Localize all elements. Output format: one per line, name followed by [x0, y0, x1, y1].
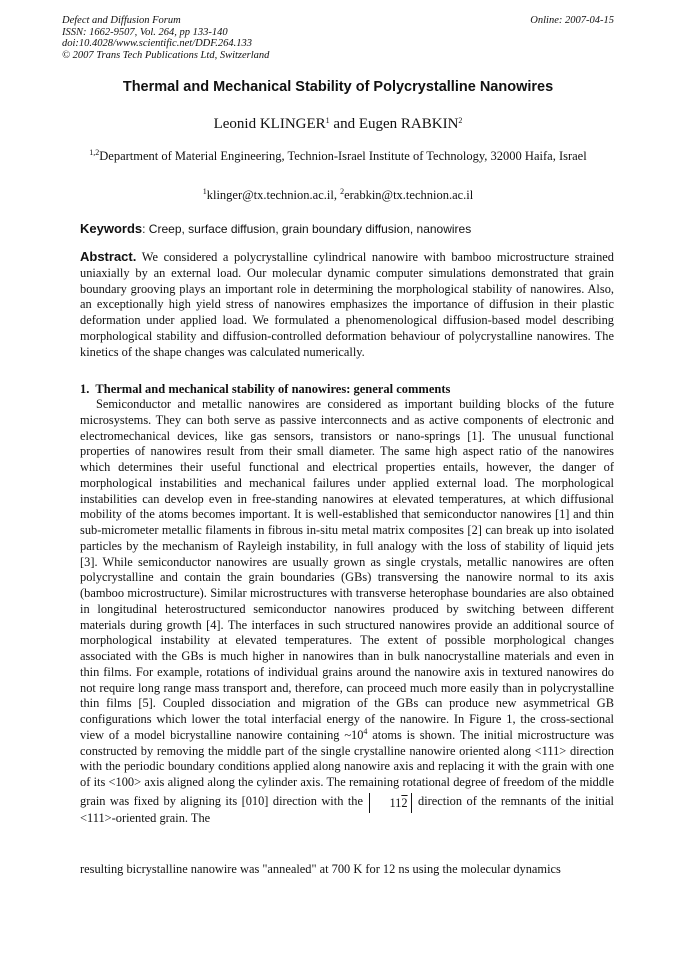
- author-line: [62, 116, 614, 133]
- exponent: 4: [363, 726, 368, 736]
- body-text-part-3: direction of the remnants of the initial <111>-oriented grain. The: [80, 793, 615, 825]
- email-1-sup: 1: [202, 187, 207, 196]
- abstract-text: We considered a polycrystalline cylindrical nanowire with bamboo microstructure strained uniaxially by an external load. Our molecular dynamic computer simulations demonstrated that grain boundary grooving plays an important role in determining the morphological stability of nanowires. Also, an exceptionally high yield stress of nanowires emphasizes the importance of diffusion in their plastic deformation under applied load. We formulated a phenomenological diffusion-based model describing morphological stability and diffusion-controlled deformation behaviour of polycrystalline nanowires. The kinetics of the shape changes was calculated numerically.: [80, 250, 614, 359]
- keywords-label: Keywords: [80, 221, 143, 236]
- doi-line: doi:10.4028/www.scientific.net/DDF.264.133: [62, 38, 253, 50]
- copyright-line: © 2007 Trans Tech Publications Ltd, Switzerland: [62, 49, 270, 61]
- issn-line: ISSN: 1662-9507, Vol. 264, pp 133-140: [62, 26, 228, 38]
- email-1[interactable]: klinger@tx.technion.ac.il: [206, 188, 334, 202]
- body-text-part-2: atoms is shown. The initial microstructure was constructed by removing the middle part of the single crystalline nanowire oriented along <111> direction with the periodic boundary conditions applied along nanowire axis and replacing it with the grain with one of its <100> axis aligned along the cylinder axis. The remaining rotational degree of freedom of the middle grain was fixed by aligning its [010] direction with the: [80, 727, 614, 808]
- author-1: Leonid KLINGER: [213, 116, 326, 132]
- email-2[interactable]: erabkin@tx.technion.ac.il: [344, 188, 474, 202]
- paper-title: Thermal and Mechanical Stability of Polycrystalline Nanowires: [122, 79, 554, 95]
- body-text-part-1: Semiconductor and metallic nanowires are considered as important building blocks of the future microsystems. They can both serve as passive interconnects and as active components of electronic and electromechanical devices, like gas sensors, transistors or nano-springs [1]. The unusual functional properties of nanowires result from their small diameter. The same high aspect ratio of the nanowires which determines their useful functional and electrical properties entails, however, the danger of morphological instabilities and mechanical failures under applied external load. The morphological instabilities can develop even in free-standing nanowires at elevated temperatures, at which diffusional mobility of the atoms becomes important. It is well-established that semiconductor nanowires [1] and thin sub-micrometer metallic filaments in fibrous in-situ metal matrix composites [2] can break up into isolated particles by the mechanism of Rayleigh instability, in full analogy with the loss of stability of liquid jets [3]. While semiconductor nanowires are usually grown as single crystals, metallic nanowires are often polycrystalline and contain the grain boundaries (GBs) transversing the nanowire normal to its axis (bamboo microstructure). Similar microstructures with transverse heterophase boundaries are also obtained in longitudinal heterostructured semiconductor nanowires produced by switching between different materials during growth [4]. The interfaces in such structured nanowires provide an additional source of morphological instability at elevated temperatures. The extent of possible morphological changes associated with the GBs is much higher in nanowires than in bulk nanocrystalline materials and even in thin films. For example, rotations of individual grains around the nanowire axis in textured nanowires do not require long range mass transport and, therefore, can proceed much more easily than in polycrystalline thin films [5]. Coupled dissociation and migration of the GBs can produce new asymmetrical GB configurations which lower the total interfacial energy of the nanowire. In Figure 1, the cross-sectional view of a model bicrystalline nanowire containing ~10: [80, 397, 614, 742]
- journal-name: Defect and Diffusion Forum: [62, 15, 181, 26]
- email-2-sup: 2: [340, 187, 345, 196]
- body-paragraph: [80, 397, 614, 827]
- miller-index-digits: 11: [389, 795, 402, 810]
- author-1-sup: 1: [325, 116, 330, 125]
- body-last-line: resulting bicrystalline nanowire was "annealed" at 700 K for 12 ns using the molecular dynamics: [80, 862, 561, 876]
- abstract-label: Abstract.: [80, 249, 137, 264]
- keywords-text: : Creep, surface diffusion, grain boundary diffusion, nanowires: [142, 222, 472, 236]
- journal-header: [62, 15, 269, 61]
- author-2: Eugen RABKIN: [358, 116, 459, 132]
- email-line: [62, 188, 614, 203]
- author-conjunction: and: [329, 116, 359, 132]
- miller-index-bar-digit: 2: [401, 795, 408, 810]
- author-2-sup: 2: [458, 116, 463, 125]
- affiliation-text: Department of Material Engineering, Technion-Israel Institute of Technology, 32000 Haifa, Israel: [99, 149, 587, 163]
- affiliation-sup: 1,2: [89, 148, 100, 157]
- keywords: [80, 221, 614, 236]
- affiliation: [62, 148, 614, 165]
- miller-index: [369, 793, 411, 813]
- abstract: [80, 249, 614, 360]
- section-heading: 1. Thermal and mechanical stability of nanowires: general comments: [80, 382, 451, 396]
- email-separator: ,: [333, 188, 341, 202]
- online-date: Online: 2007-04-15: [530, 15, 614, 26]
